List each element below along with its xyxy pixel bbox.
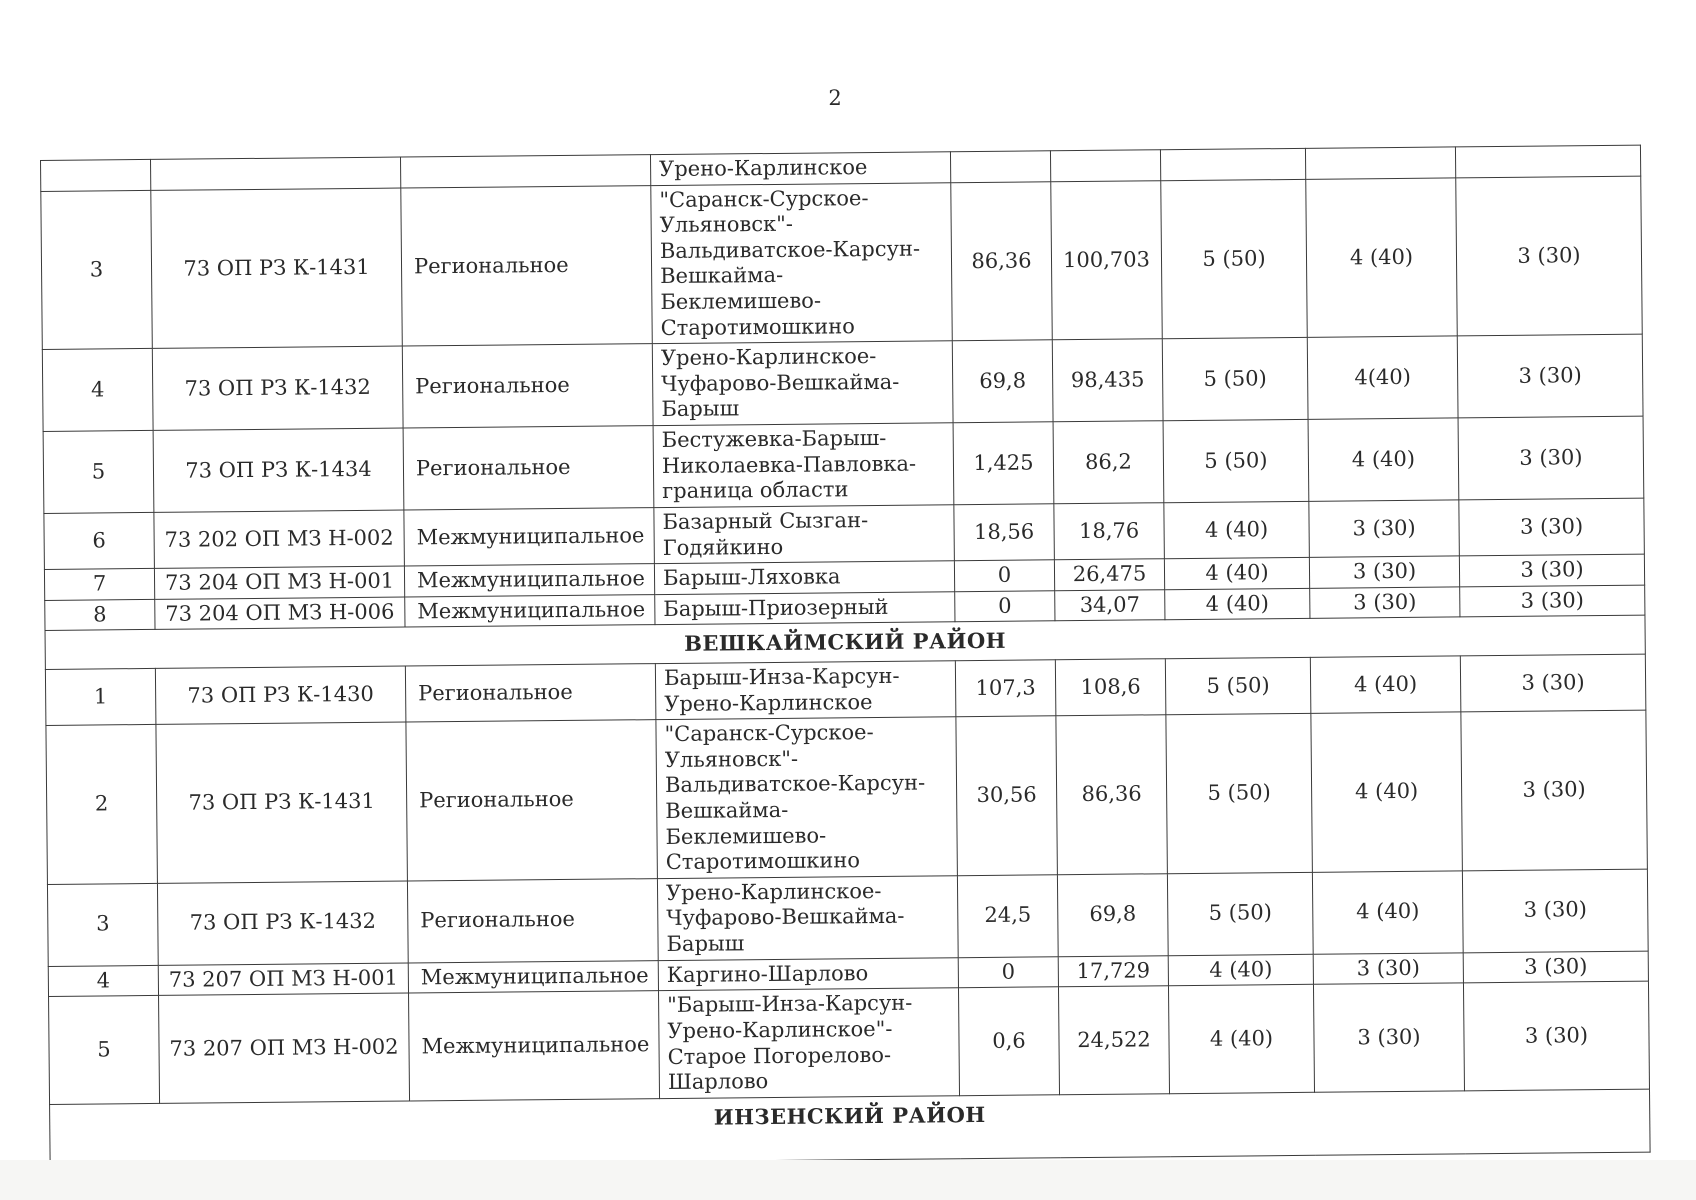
- cell-road-name: "Саранск-Сурское-Ульяновск"-Вальдиватское-Карсун-Вешкайма-Беклемишево-Старотимошкино: [651, 182, 953, 344]
- cell-value-4: 3 (30): [1313, 983, 1464, 1092]
- cell-value-4: 4 (40): [1308, 418, 1459, 501]
- cell-value-4: 3 (30): [1313, 953, 1463, 985]
- cell-value-3: 5 (50): [1161, 179, 1308, 339]
- table-row: [49, 981, 1650, 1104]
- cell-value-5: 3 (30): [1462, 869, 1648, 953]
- cell-value-3: 5 (50): [1162, 338, 1308, 421]
- table-row: [43, 416, 1644, 513]
- cell-code: 73 ОП РЗ К-1431: [151, 188, 403, 349]
- cell-code: 73 207 ОП МЗ Н-001: [158, 963, 408, 996]
- cell-value-4: 3 (30): [1310, 587, 1460, 619]
- cell-type: [400, 155, 650, 188]
- cell-value-4: 4 (40): [1311, 712, 1463, 872]
- cell-value-4: 4 (40): [1306, 178, 1458, 338]
- cell-code: 73 ОП РЗ К-1430: [155, 666, 406, 725]
- cell-num: 7: [44, 569, 154, 601]
- cell-value-5: [1455, 145, 1640, 177]
- cell-road-name: "Саранск-Сурское-Ульяновск"-Вальдиватское-Карсун-Вешкайма-Беклемишево-Старотимошкино: [656, 717, 958, 879]
- roads-table: [40, 145, 1651, 1168]
- cell-value-1: [950, 151, 1050, 183]
- cell-code: 73 204 ОП МЗ Н-006: [155, 597, 405, 630]
- cell-value-5: 3 (30): [1458, 416, 1644, 500]
- cell-road-name: "Барыш-Инза-Карсун-Урено-Карлинское"-Старое Погорелово-Шарлово: [659, 988, 960, 1098]
- cell-value-2: 26,475: [1054, 559, 1164, 591]
- cell-value-3: 4 (40): [1168, 985, 1314, 1094]
- cell-value-3: [1160, 148, 1305, 180]
- cell-road-name: Барыш-Ляховка: [654, 561, 954, 594]
- cell-code: 73 202 ОП МЗ Н-002: [154, 510, 405, 569]
- cell-value-1: 1,425: [953, 422, 1054, 505]
- cell-road-name: Барыш-Приозерный: [655, 591, 955, 624]
- cell-road-name: Каргино-Шарлово: [658, 957, 958, 990]
- cell-value-3: 4 (40): [1165, 588, 1310, 620]
- cell-type: Региональное: [406, 720, 658, 881]
- cell-type: Региональное: [402, 344, 653, 428]
- cell-type: Региональное: [407, 878, 658, 962]
- cell-code: 73 ОП РЗ К-1432: [152, 346, 403, 430]
- cell-value-3: 4 (40): [1164, 557, 1309, 589]
- cell-value-2: 98,435: [1052, 339, 1163, 422]
- cell-num: 8: [45, 599, 155, 631]
- cell-value-2: 100,703: [1051, 180, 1163, 340]
- cell-code: 73 204 ОП МЗ Н-001: [154, 566, 404, 599]
- cell-num: 3: [41, 190, 153, 350]
- roads-table-container: [40, 145, 1650, 1168]
- cell-value-4: 4 (40): [1312, 871, 1463, 954]
- cell-value-3: 5 (50): [1163, 419, 1309, 502]
- cell-num: 6: [44, 512, 155, 569]
- table-row: [46, 710, 1647, 884]
- cell-value-5: 3 (30): [1457, 334, 1643, 418]
- cell-value-5: 3 (30): [1460, 585, 1645, 617]
- cell-value-1: 86,36: [951, 181, 1053, 341]
- cell-road-name: Урено-Карлинское-Чуфарово-Вешкайма-Барыш: [652, 341, 953, 426]
- cell-type: Межмуниципальное: [405, 594, 655, 627]
- cell-value-1: 24,5: [957, 875, 1058, 958]
- cell-code: 73 ОП РЗ К-1431: [156, 722, 408, 883]
- cell-value-4: 4 (40): [1310, 656, 1461, 714]
- cell-type: Региональное: [401, 185, 653, 346]
- cell-value-2: 34,07: [1055, 589, 1165, 621]
- cell-value-1: 18,56: [954, 504, 1055, 561]
- cell-num: [41, 159, 151, 191]
- cell-value-4: 4(40): [1307, 336, 1458, 419]
- cell-value-1: 107,3: [955, 660, 1056, 717]
- cell-code: 73 207 ОП МЗ Н-002: [159, 993, 410, 1103]
- cell-value-2: 69,8: [1057, 874, 1168, 957]
- cell-value-1: 0: [958, 956, 1058, 988]
- cell-value-2: 18,76: [1054, 503, 1165, 560]
- cell-num: 1: [45, 668, 156, 725]
- cell-value-2: 108,6: [1055, 659, 1166, 716]
- cell-value-5: 3 (30): [1459, 554, 1644, 586]
- cell-value-3: 5 (50): [1165, 657, 1311, 715]
- cell-road-name: Бестужевка-Барыш-Николаевка-Павловка-граница области: [653, 423, 954, 508]
- cell-value-2: 17,729: [1058, 955, 1168, 987]
- cell-value-2: 86,2: [1053, 421, 1164, 504]
- section-title-veshkayma: ВЕШКАЙМСКИЙ РАЙОН: [45, 615, 1645, 669]
- cell-value-5: 3 (30): [1460, 654, 1646, 712]
- cell-value-2: [1050, 150, 1160, 182]
- cell-num: 5: [49, 996, 160, 1104]
- cell-num: 2: [46, 725, 158, 885]
- cell-value-1: 0: [954, 560, 1054, 592]
- cell-value-5: 3 (30): [1459, 498, 1645, 556]
- cell-code: 73 ОП РЗ К-1432: [157, 881, 408, 965]
- table-row: [42, 334, 1643, 431]
- cell-value-5: 3 (30): [1461, 710, 1648, 870]
- cell-value-5: 3 (30): [1463, 951, 1648, 983]
- cell-road-name: Барыш-Инза-Карсун-Урено-Карлинское: [655, 661, 956, 720]
- cell-value-4: 3 (30): [1309, 500, 1460, 558]
- cell-road-name: Урено-Карлинское: [650, 152, 950, 185]
- table-row: [47, 869, 1648, 966]
- cell-code: [150, 157, 400, 190]
- cell-value-1: 30,56: [956, 716, 1058, 876]
- cell-type: Межмуниципальное: [409, 991, 660, 1101]
- cell-road-name: Базарный Сызган-Годяйкино: [654, 505, 955, 564]
- cell-value-3: 4 (40): [1164, 501, 1310, 559]
- cell-num: 3: [47, 883, 158, 966]
- cell-num: 4: [42, 349, 153, 432]
- cell-road-name: Урено-Карлинское-Чуфарово-Вешкайма-Барыш: [657, 876, 958, 961]
- cell-num: 4: [48, 965, 158, 997]
- cell-num: 5: [43, 431, 154, 514]
- cell-value-2: 24,522: [1058, 986, 1169, 1094]
- cell-value-3: 4 (40): [1168, 954, 1313, 986]
- scan-bottom-edge: [0, 1160, 1696, 1200]
- cell-value-4: [1305, 147, 1455, 179]
- cell-value-3: 5 (50): [1167, 872, 1313, 955]
- cell-type: Межмуниципальное: [408, 960, 658, 993]
- table-row: [41, 176, 1642, 350]
- cell-type: Региональное: [405, 664, 656, 723]
- cell-value-3: 5 (50): [1166, 714, 1313, 874]
- cell-code: 73 ОП РЗ К-1434: [153, 428, 404, 512]
- cell-type: Межмуниципальное: [404, 508, 655, 567]
- cell-value-1: 69,8: [952, 340, 1053, 423]
- cell-value-5: 3 (30): [1456, 176, 1643, 336]
- page-number: 2: [828, 86, 842, 110]
- cell-type: Межмуниципальное: [404, 564, 654, 597]
- cell-value-4: 3 (30): [1309, 556, 1459, 588]
- cell-value-2: 86,36: [1056, 715, 1168, 875]
- cell-value-1: 0: [955, 591, 1055, 623]
- cell-type: Региональное: [403, 426, 654, 510]
- section-title-inza: ИНЗЕНСКИЙ РАЙОН: [50, 1089, 1651, 1167]
- cell-value-1: 0,6: [958, 987, 1059, 1095]
- cell-value-5: 3 (30): [1463, 981, 1649, 1090]
